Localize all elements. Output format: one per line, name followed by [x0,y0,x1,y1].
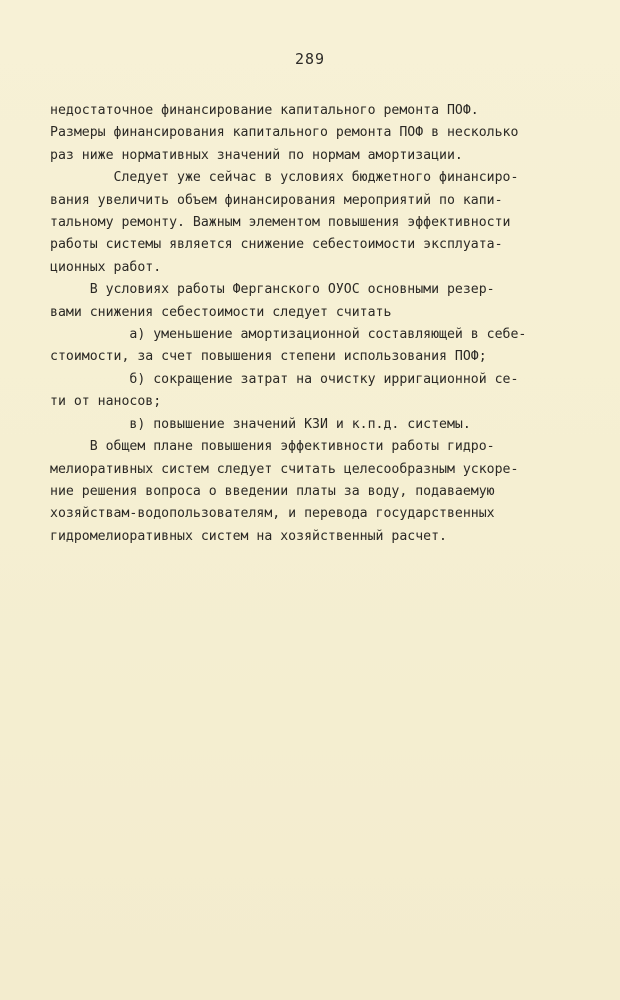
page-number: 289 [294,50,326,68]
text-line: мелиоративных систем следует считать целесообразным ускоре- [50,461,519,477]
text-line: а) уменьшение амортизационной составляющей в себе- [50,327,527,343]
text-line: Следует уже сейчас в условиях бюджетного финансиро- [50,170,519,186]
text-line: гидромелиоративных систем на хозяйственный расчет. [50,528,447,544]
body-text [50,100,580,548]
text-line: вами снижения себестоимости следует считать [50,304,392,320]
text-line: ние решения вопроса о введении платы за воду, подаваемую [50,483,495,499]
text-line: в) повышение значений КЗИ и к.п.д. системы. [50,416,471,432]
text-line: ти от наносов; [50,394,162,410]
text-line: Размеры финансирования капитального ремонта ПОФ в несколько [50,125,519,141]
text-line: стоимости, за счет повышения степени использования ПОФ; [50,349,487,365]
text-line: недостаточное финансирование капитального ремонта ПОФ. [50,103,479,118]
text-line: работы системы является снижение себестоимости эксплуата- [50,237,503,253]
text-line: В условиях работы Ферганского ОУОС основными резер- [50,282,495,298]
text-line: раз ниже нормативных значений по нормам амортизации. [50,147,463,163]
text-line: хозяйствам-водопользователям, и перевода государственных [50,506,495,522]
text-line: тальному ремонту. Важным элементом повышения эффективности [50,215,511,231]
text-line: В общем плане повышения эффективности работы гидро- [50,439,495,455]
text-line: б) сокращение затрат на очистку ирригационной се- [50,371,519,387]
text-line: ционных работ. [50,259,162,275]
text-line: вания увеличить объем финансирования мероприятий по капи- [50,192,503,208]
